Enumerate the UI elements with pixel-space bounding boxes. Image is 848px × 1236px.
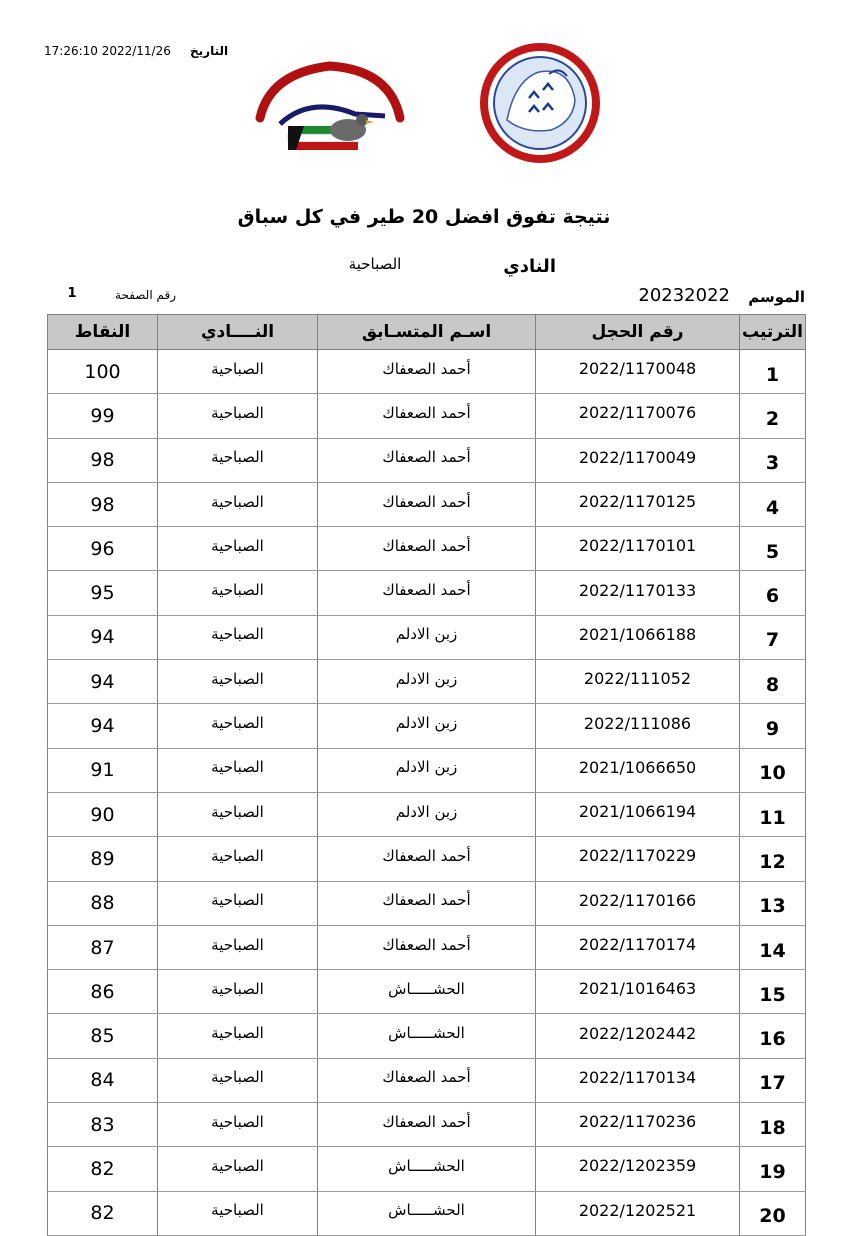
page-title: نتيجة تفوق افضل 20 طير في كل سباق [237,206,611,228]
rank-cell: 16 [740,1014,806,1058]
rank-cell: 12 [740,837,806,881]
club-cell: الصباحية [158,350,318,394]
rank-cell: 17 [740,1058,806,1102]
page-number-value: 1 [67,286,77,301]
table-row [48,350,806,394]
competitor-name-cell: زبن الادلم [318,704,536,748]
column-header-rank: الترتيب [740,315,806,350]
competitor-name-cell: أحمد الصعفاك [318,571,536,615]
table-row [48,970,806,1014]
ring-number-cell: 2022/1170048 [536,350,740,394]
rank-cell: 18 [740,1103,806,1147]
club-cell: الصباحية [158,748,318,792]
points-cell: 91 [48,748,158,792]
club-logo [250,58,410,158]
table-row [48,748,806,792]
ring-number-cell: 2021/1016463 [536,970,740,1014]
points-cell: 96 [48,527,158,571]
rank-cell: 9 [740,704,806,748]
ring-number-cell: 2022/1170133 [536,571,740,615]
page-number-label: رقم الصفحة [115,288,176,302]
table-row [48,394,806,438]
table-row [48,881,806,925]
club-cell: الصباحية [158,837,318,881]
competitor-name-cell: زبن الادلم [318,792,536,836]
rank-cell: 2 [740,394,806,438]
date-label: التاريخ [190,44,229,58]
table-row [48,482,806,526]
rank-cell: 4 [740,482,806,526]
points-cell: 95 [48,571,158,615]
ring-number-cell: 2022/1170229 [536,837,740,881]
competitor-name-cell: الحشـــــاش [318,1191,536,1235]
season-label: الموسم [748,288,805,306]
season-value: 20232022 [638,285,730,306]
competitor-name-cell: الحشـــــاش [318,1147,536,1191]
date-value: 17:26:10 2022/11/26 [44,44,171,58]
points-cell: 98 [48,438,158,482]
federation-logo [477,40,603,166]
rank-cell: 8 [740,660,806,704]
rank-cell: 6 [740,571,806,615]
table-row [48,704,806,748]
rank-cell: 15 [740,970,806,1014]
competitor-name-cell: أحمد الصعفاك [318,394,536,438]
club-cell: الصباحية [158,438,318,482]
ring-number-cell: 2022/1170134 [536,1058,740,1102]
rank-cell: 19 [740,1147,806,1191]
competitor-name-cell: زبن الادلم [318,660,536,704]
table-row [48,571,806,615]
rank-cell: 7 [740,615,806,659]
table-row [48,1014,806,1058]
competitor-name-cell: الحشـــــاش [318,970,536,1014]
club-cell: الصباحية [158,1014,318,1058]
table-row [48,925,806,969]
competitor-name-cell: زبن الادلم [318,615,536,659]
points-cell: 94 [48,615,158,659]
table-row [48,1103,806,1147]
column-header-ring: رقم الحجل [536,315,740,350]
club-cell: الصباحية [158,482,318,526]
table-row [48,615,806,659]
competitor-name-cell: أحمد الصعفاك [318,527,536,571]
club-cell: الصباحية [158,1103,318,1147]
table-row [48,527,806,571]
ring-number-cell: 2022/111086 [536,704,740,748]
ring-number-cell: 2022/1170166 [536,881,740,925]
table-header-row [48,315,806,350]
rank-cell: 13 [740,881,806,925]
competitor-name-cell: أحمد الصعفاك [318,482,536,526]
rank-cell: 14 [740,925,806,969]
rank-cell: 10 [740,748,806,792]
points-cell: 94 [48,704,158,748]
column-header-club: النــــادي [158,315,318,350]
points-cell: 85 [48,1014,158,1058]
ring-number-cell: 2022/1202442 [536,1014,740,1058]
club-cell: الصباحية [158,1058,318,1102]
ring-number-cell: 2021/1066188 [536,615,740,659]
ring-number-cell: 2022/111052 [536,660,740,704]
points-cell: 100 [48,350,158,394]
competitor-name-cell: أحمد الصعفاك [318,438,536,482]
table-row [48,792,806,836]
competitor-name-cell: أحمد الصعفاك [318,1103,536,1147]
ring-number-cell: 2021/1066650 [536,748,740,792]
club-cell: الصباحية [158,615,318,659]
rank-cell: 1 [740,350,806,394]
table-row [48,1147,806,1191]
ring-number-cell: 2022/1170076 [536,394,740,438]
points-cell: 86 [48,970,158,1014]
points-cell: 90 [48,792,158,836]
club-cell: الصباحية [158,704,318,748]
table-row [48,1191,806,1235]
table-row [48,660,806,704]
competitor-name-cell: أحمد الصعفاك [318,925,536,969]
column-header-points: النقاط [48,315,158,350]
points-cell: 99 [48,394,158,438]
competitor-name-cell: أحمد الصعفاك [318,350,536,394]
ring-number-cell: 2022/1202359 [536,1147,740,1191]
club-cell: الصباحية [158,571,318,615]
points-cell: 82 [48,1191,158,1235]
club-cell: الصباحية [158,925,318,969]
club-cell: الصباحية [158,394,318,438]
competitor-name-cell: زبن الادلم [318,748,536,792]
ring-number-cell: 2022/1202521 [536,1191,740,1235]
results-table [47,314,806,1236]
club-cell: الصباحية [158,970,318,1014]
ring-number-cell: 2021/1066194 [536,792,740,836]
points-cell: 84 [48,1058,158,1102]
rank-cell: 20 [740,1191,806,1235]
competitor-name-cell: أحمد الصعفاك [318,837,536,881]
points-cell: 83 [48,1103,158,1147]
club-cell: الصباحية [158,660,318,704]
table-row [48,1058,806,1102]
club-label: النادي [503,256,556,277]
rank-cell: 5 [740,527,806,571]
club-cell: الصباحية [158,1191,318,1235]
competitor-name-cell: أحمد الصعفاك [318,881,536,925]
club-value: الصباحية [348,255,402,273]
table-row [48,438,806,482]
rank-cell: 11 [740,792,806,836]
ring-number-cell: 2022/1170101 [536,527,740,571]
ring-number-cell: 2022/1170174 [536,925,740,969]
competitor-name-cell: الحشـــــاش [318,1014,536,1058]
points-cell: 98 [48,482,158,526]
ring-number-cell: 2022/1170236 [536,1103,740,1147]
club-cell: الصباحية [158,527,318,571]
club-cell: الصباحية [158,1147,318,1191]
column-header-name: اسـم المتسـابق [318,315,536,350]
club-cell: الصباحية [158,792,318,836]
table-row [48,837,806,881]
points-cell: 87 [48,925,158,969]
points-cell: 82 [48,1147,158,1191]
ring-number-cell: 2022/1170049 [536,438,740,482]
ring-number-cell: 2022/1170125 [536,482,740,526]
club-cell: الصباحية [158,881,318,925]
competitor-name-cell: أحمد الصعفاك [318,1058,536,1102]
points-cell: 88 [48,881,158,925]
points-cell: 94 [48,660,158,704]
points-cell: 89 [48,837,158,881]
rank-cell: 3 [740,438,806,482]
